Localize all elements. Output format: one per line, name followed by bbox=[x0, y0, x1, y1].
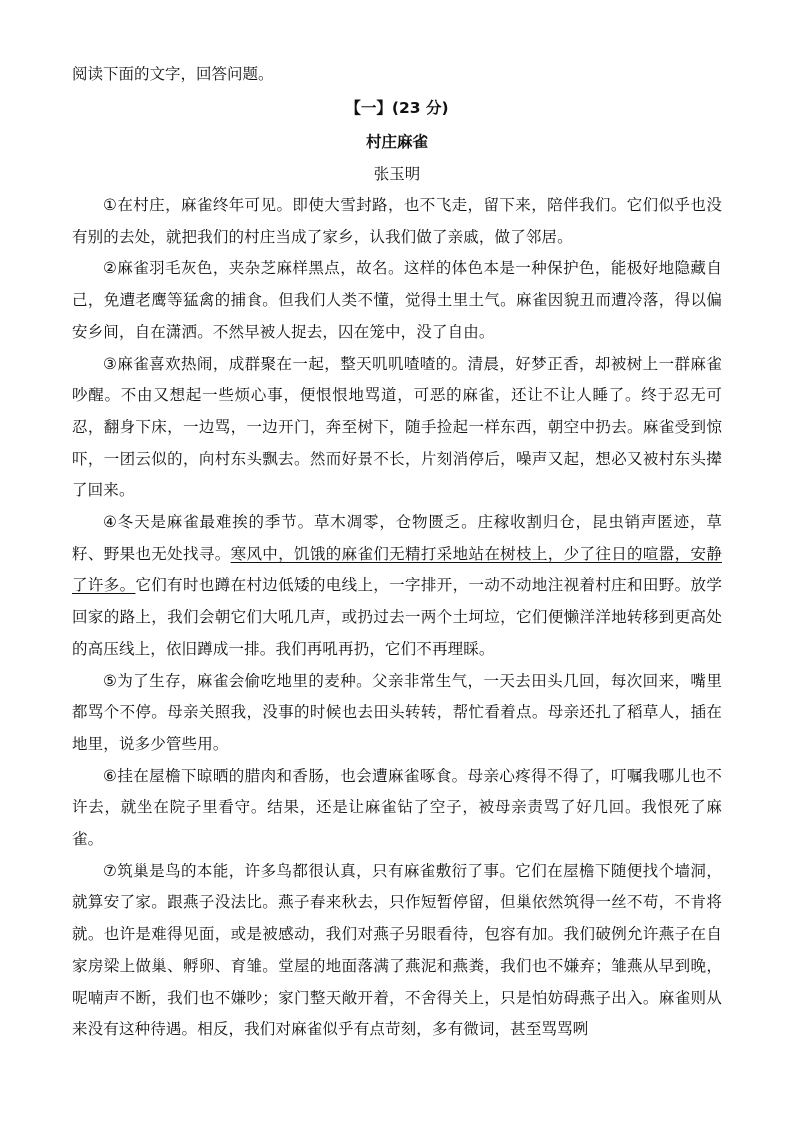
paragraph-4 bbox=[72, 507, 722, 666]
paragraph-2: ②麻雀羽毛灰色，夹杂芝麻样黑点，故名。这样的体色本是一种保护色，能极好地隐藏自己，免遭老鹰等猛禽的捕食。但我们人类不懂，觉得土里土气。麻雀因貌丑而遭冷落，得以偏安乡间，自在潇洒。不然早被人捉去，囚在笼中，没了自由。 bbox=[72, 259, 722, 341]
article-author: 张玉明 bbox=[373, 165, 421, 183]
section-title: 【一】(23 分) bbox=[345, 99, 449, 117]
paragraph-1: ①在村庄，麻雀终年可见。即使大雪封路，也不飞走，留下来，陪伴我们。它们似乎也没有别的去处，就把我们的村庄当成了家乡，认我们做了亲戚，做了邻居。 bbox=[72, 196, 722, 246]
reading-instruction: 阅读下面的文字，回答问题。 bbox=[72, 65, 274, 83]
document-page bbox=[72, 62, 722, 1046]
paragraph-6: ⑥挂在屋檐下晾晒的腊肉和香肠，也会遭麻雀啄食。母亲心疼得不得了，叮嘱我哪儿也不许去，就坐在院子里看守。结果，还是让麻雀钻了空子，被母亲责骂了好几回。我恨死了麻雀。 bbox=[72, 766, 722, 849]
paragraph-4-text-a: ④冬天是麻雀最难挨的季节。草木凋零，仓物匮乏。庄稼收割归仓，昆虫销声匿迹，草籽、野果也无处找寻。 bbox=[72, 513, 722, 563]
paragraph-5: ⑤为了生存，麻雀会偷吃地里的麦种。父亲非常生气，一天去田头几回，每次回来，嘴里都骂个不停。母亲关照我，没事的时候也去田头转转，帮忙看着点。母亲还扎了稻草人，插在地里，说多少管些用。 bbox=[72, 671, 722, 753]
paragraph-4-text-b: 它们有时也蹲在村边低矮的电线上，一字排开，一动不动地注视着村庄和田野。放学回家的路上，我们会朝它们大吼几声，或扔过去一两个土坷垃，它们便懒洋洋地转移到更高处的高压线上，依旧蹲成一排。我们再吼再扔，它们不再理睬。 bbox=[72, 576, 722, 658]
paragraph-7: ⑦筑巢是鸟的本能，许多鸟都很认真，只有麻雀敷衍了事。它们在屋檐下随便找个墙洞，就算安了家。跟燕子没法比。燕子春来秋去，只作短暂停留，但巢依然筑得一丝不苟，不肯将就。也许是难得见面，或是被感动，我们对燕子另眼看待，包容有加。我们破例允许燕子在自家房梁上做巢、孵卵、育雏。堂屋的地面落满了燕泥和燕粪，我们也不嫌弃；雏燕从早到晚，呢喃声不断，我们也不嫌吵；家门整天敞开着，不舍得关上，只是怕妨碍燕子出入。麻雀则从来没有这种待遇。相反，我们对麻雀似乎有点苛刻，多有微词，甚至骂骂咧 bbox=[72, 861, 722, 1039]
underlined-sentence: 寒风中，饥饿的麻雀们无精打采地站在树枝上，少了往日的喧嚣，安静了许多。 bbox=[72, 544, 722, 595]
paragraph-3: ③麻雀喜欢热闹，成群聚在一起，整天叽叽喳喳的。清晨，好梦正香，却被树上一群麻雀吵醒。不由又想起一些烦心事，便恨恨地骂道，可恶的麻雀，还让不让人睡了。终于忍无可忍，翻身下床，一边骂，一边开门，奔至树下，随手捡起一样东西，朝空中扔去。麻雀受到惊吓，一团云似的，向村东头飘去。然而好景不长，片刻消停后，噪声又起，想必又被村东头撵了回来。 bbox=[72, 354, 722, 500]
article-title: 村庄麻雀 bbox=[365, 133, 428, 151]
